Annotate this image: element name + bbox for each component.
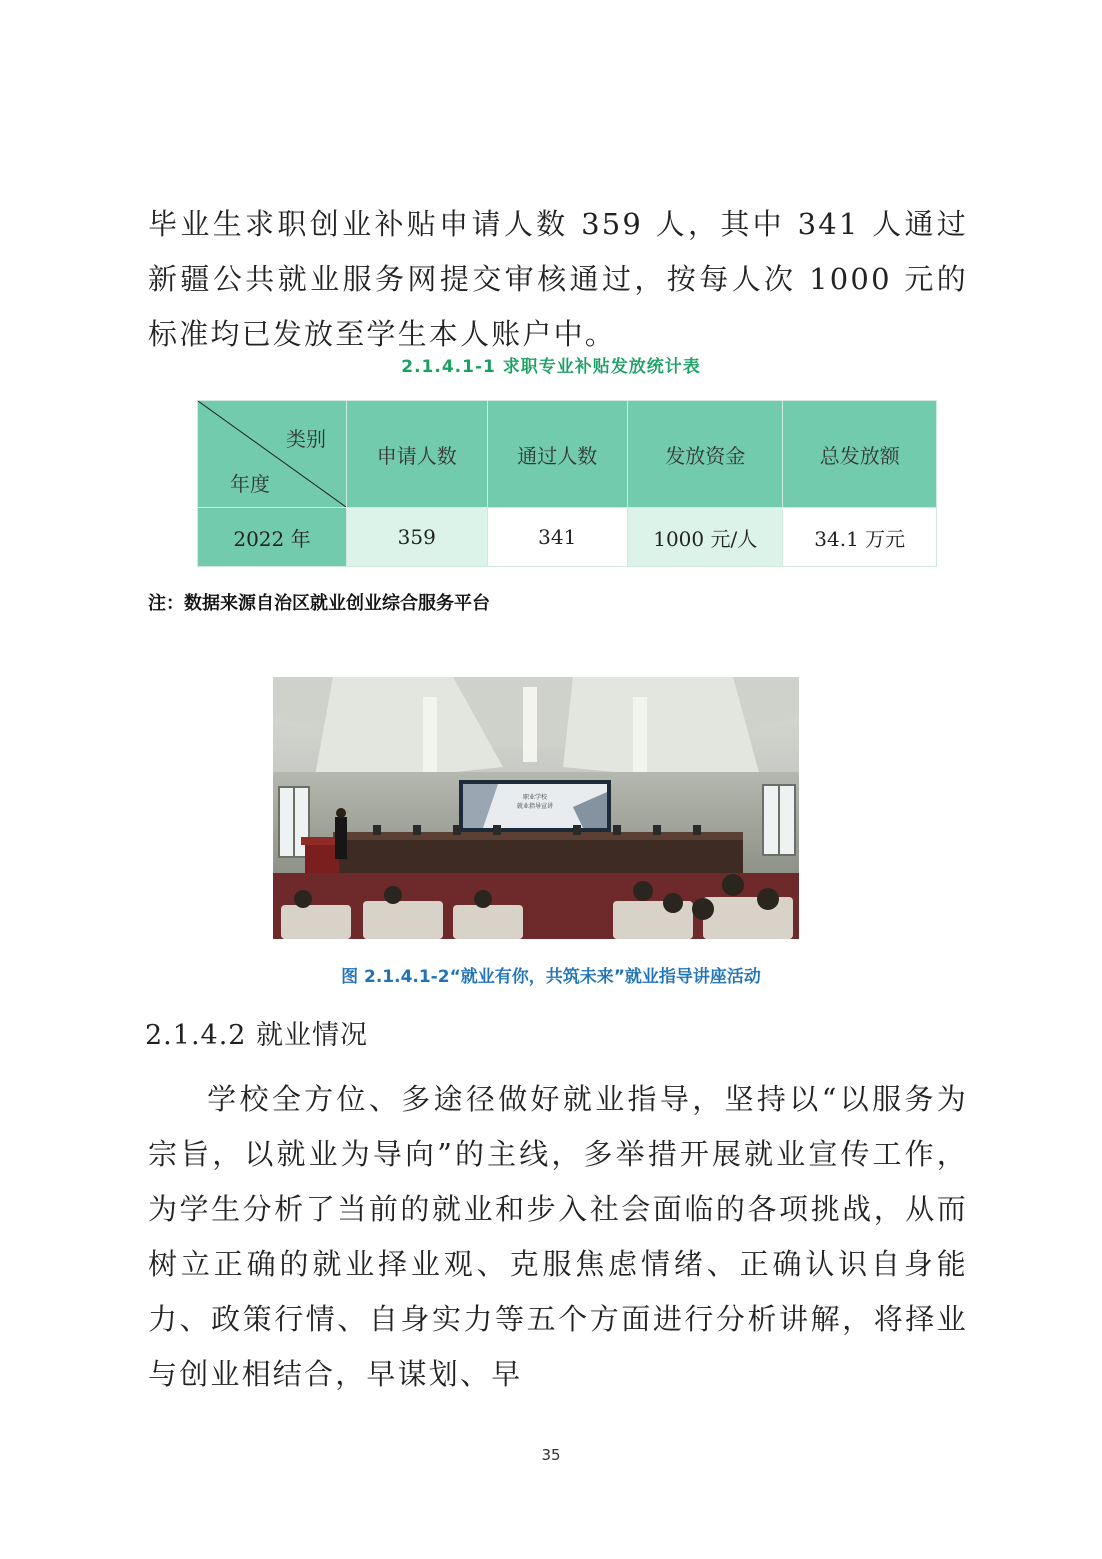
diagonal-divider [198, 401, 346, 507]
lecture-photo-illustration [273, 677, 799, 939]
cell-year: 2022 年 [198, 508, 347, 567]
corner-label-category: 类别 [286, 427, 326, 451]
header-total: 总发放额 [783, 401, 937, 508]
table-corner-cell [198, 401, 347, 508]
screen-line-1: 职业学校 [522, 794, 548, 801]
corner-label-year: 年度 [230, 472, 270, 496]
figure-caption: 图 2.1.4.1-2“就业有你，共筑未来”就业指导讲座活动 [341, 967, 761, 987]
cell-total: 34.1 万元 [783, 508, 937, 567]
cell-applicants: 359 [347, 508, 488, 567]
section-heading: 2.1.4.2 就业情况 [145, 1020, 369, 1051]
table-header-row [198, 401, 937, 508]
table-row [198, 508, 937, 567]
cell-approved: 341 [487, 508, 628, 567]
header-applicants: 申请人数 [347, 401, 488, 508]
cell-funding: 1000 元/人 [628, 508, 783, 567]
header-approved: 通过人数 [487, 401, 628, 508]
screen-line-2: 就业指导宣讲 [516, 803, 554, 810]
data-source-note: 注：数据来源自治区就业创业综合服务平台 [148, 593, 490, 614]
page-number: 35 [541, 1446, 561, 1464]
subsidy-table [197, 400, 937, 567]
table-caption: 2.1.4.1-1 求职专业补贴发放统计表 [401, 357, 701, 377]
body-paragraph-text: 学校全方位、多途径做好就业指导，坚持以“以服务为宗旨，以就业为导向”的主线，多举措开展就业宣传工作，为学生分析了当前的就业和步入社会面临的各项挑战，从而树立正确的就业择业观、克服焦虑情绪、正确认识自身能力、政策行情、自身实力等五个方面进行分析讲解，将择业与创业相结合，早谋划、早 [148, 1082, 968, 1391]
lecture-photo [273, 677, 799, 939]
header-funding: 发放资金 [628, 401, 783, 508]
intro-paragraph: 毕业生求职创业补贴申请人数 359 人，其中 341 人通过新疆公共就业服务网提交审核通过，按每人次 1000 元的标准均已发放至学生本人账户中。 [148, 207, 968, 351]
body-paragraph [148, 1072, 968, 1402]
